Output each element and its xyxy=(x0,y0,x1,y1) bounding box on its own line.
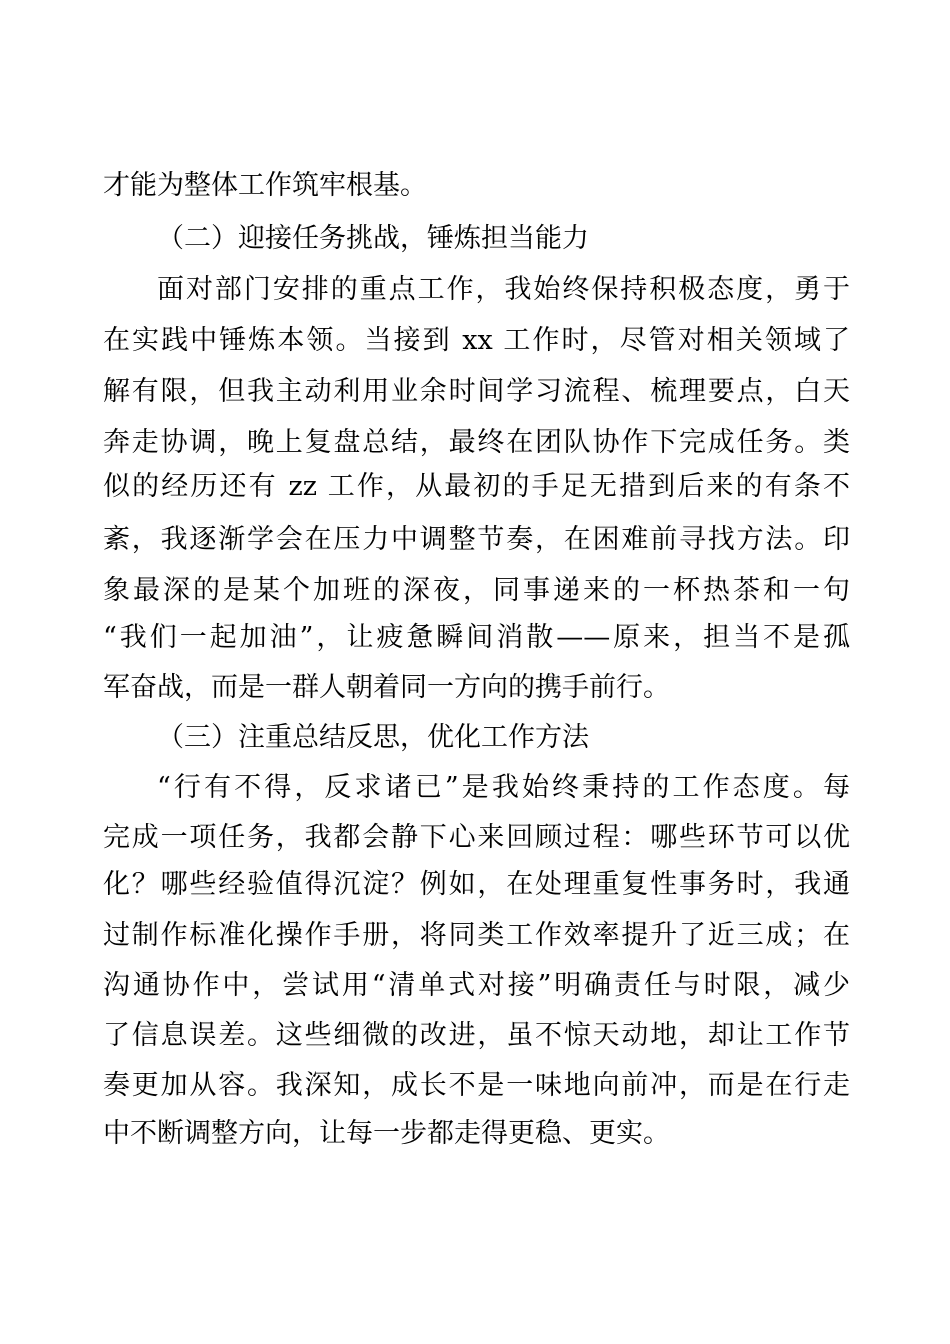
paragraph-2-line-7: 象最深的是某个加班的深夜，同事递来的一杯热茶和一句 xyxy=(103,575,850,606)
paragraph-3-line-6: 了信息误差。这些细微的改进，虽不惊天动地，却让工作节 xyxy=(103,1020,850,1051)
paragraph-2-line-6: 紊，我逐渐学会在压力中调整节奏，在困难前寻找方法。印 xyxy=(103,524,850,555)
paragraph-2-line-8: “我们一起加油”，让疲惫瞬间消散——原来，担当不是孤 xyxy=(103,622,850,653)
paragraph-3-line-3: 化？哪些经验值得沉淀？例如，在处理重复性事务时，我通 xyxy=(103,869,850,900)
paragraph-3-line-5: 沟通协作中，尝试用“清单式对接”明确责任与时限，减少 xyxy=(103,970,850,1001)
paragraph-1-line-1: 才能为整体工作筑牢根基。 xyxy=(103,170,427,201)
paragraph-3-line-2: 完成一项任务，我都会静下心来回顾过程：哪些环节可以优 xyxy=(103,822,850,853)
paragraph-3-line-1: “行有不得，反求诸已”是我始终秉持的工作态度。每 xyxy=(157,772,850,803)
paragraph-2-line-4: 奔走协调，晚上复盘总结，最终在团队协作下完成任务。类 xyxy=(103,427,850,458)
paragraph-3-line-4: 过制作标准化操作手册，将同类工作效率提升了近三成；在 xyxy=(103,920,850,951)
section-heading-2: （二）迎接任务挑战，锤炼担当能力 xyxy=(157,223,589,254)
section-heading-3: （三）注重总结反思，优化工作方法 xyxy=(157,722,589,753)
paragraph-2-line-3: 解有限，但我主动利用业余时间学习流程、梳理要点，白天 xyxy=(103,376,850,407)
paragraph-3-line-8: 中不断调整方向，让每一步都走得更稳、更实。 xyxy=(103,1118,670,1149)
paragraph-2-line-9: 军奋战，而是一群人朝着同一方向的携手前行。 xyxy=(103,672,670,703)
paragraph-2-line-5: 似的经历还有 zz 工作，从最初的手足无措到后来的有条不 xyxy=(103,471,850,502)
paragraph-3-line-7: 奏更加从容。我深知，成长不是一味地向前冲，而是在行走 xyxy=(103,1070,850,1101)
paragraph-2-line-2: 在实践中锤炼本领。当接到 xx 工作时，尽管对相关领域了 xyxy=(103,325,850,356)
paragraph-2-line-1: 面对部门安排的重点工作，我始终保持积极态度，勇于 xyxy=(157,274,850,305)
